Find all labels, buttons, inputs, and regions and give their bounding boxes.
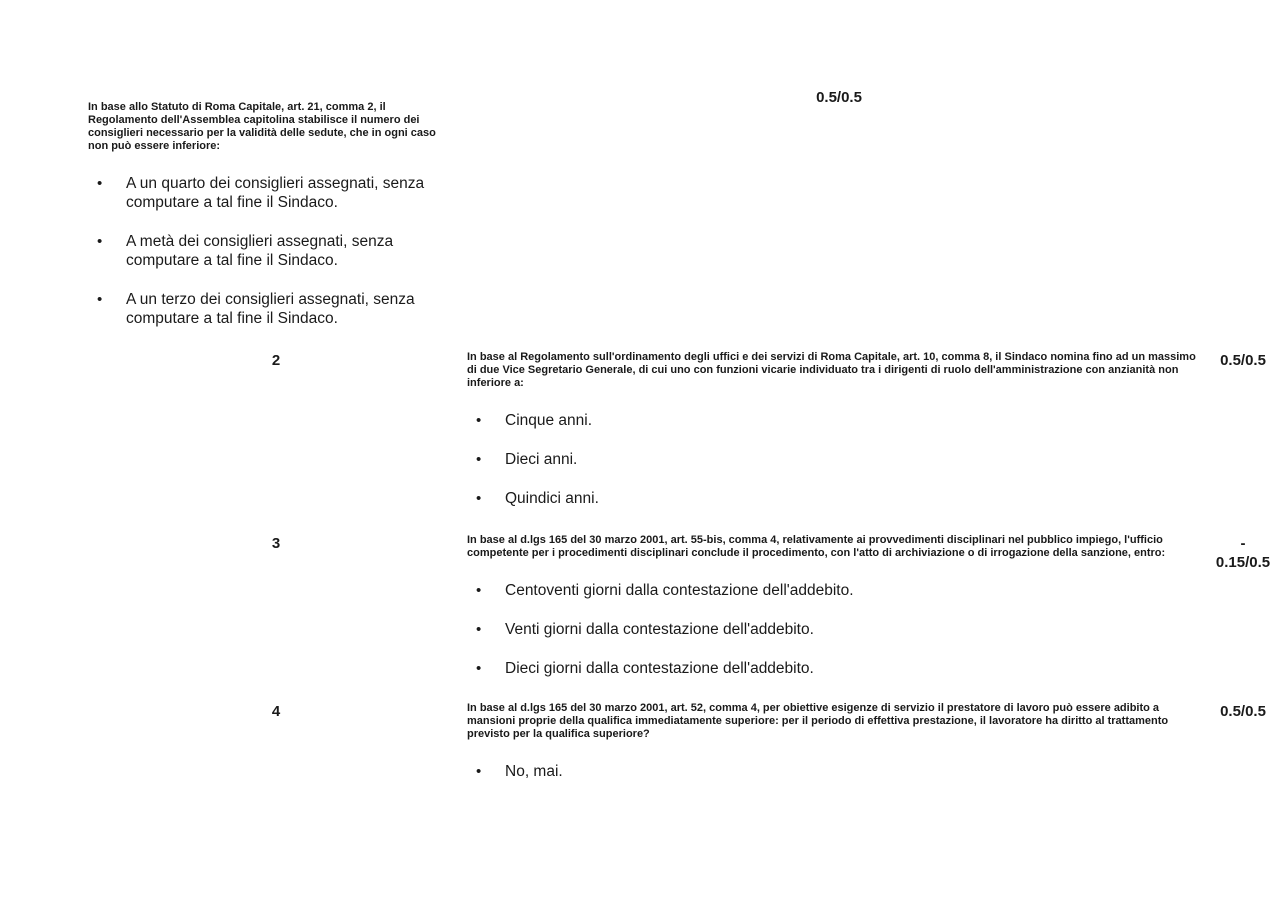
question-3-score-sign: - [1240,535,1246,552]
question-4-number: 4 [271,703,281,720]
bullet-icon: • [476,451,482,468]
answer-option-label: Quindici anni. [505,490,599,507]
answer-option-label: A un quarto dei consiglieri assegnati, senza computare a tal fine il Sindaco. [126,175,425,211]
answer-option[interactable] [88,290,456,328]
question-4-text: In base al d.lgs 165 del 30 marzo 2001, art. 52, comma 4, per obiettive esigenze di servizio il prestatore di lavoro può essere adibito a mansioni proprie della qualifica immediatamente superiore: per il periodo di effettiva prestazione, il lavoratore ha diritto al trattamento previsto per la qualifica superiore? [467,702,1169,740]
question-2-number: 2 [271,352,281,369]
bullet-icon: • [476,763,482,780]
bullet-icon: • [97,233,103,250]
answer-option-label: Centoventi giorni dalla contestazione dell'addebito. [505,582,854,599]
answer-option[interactable] [467,659,1197,678]
answer-option-label: Cinque anni. [505,412,593,429]
answer-option-label: A metà dei consiglieri assegnati, senza computare a tal fine il Sindaco. [126,233,394,269]
answer-option[interactable] [467,450,1197,469]
question-4-options [467,762,1197,781]
question-3-number: 3 [271,535,281,552]
question-3-text: In base al d.lgs 165 del 30 marzo 2001, art. 55-bis, comma 4, relativamente ai provvedimenti disciplinari nel pubblico impiego, l'ufficio competente per i procedimenti disciplinari conclude il procedimento, con l'atto di archiviazione o di irrogazione della sanzione, entro: [467,534,1166,559]
question-1-text: In base allo Statuto di Roma Capitale, art. 21, comma 2, il Regolamento dell'Assemblea capitolina stabilisce il numero dei consiglieri necessario per la validità delle sedute, che in ogni caso non può essere inferiore: [88,101,436,152]
bullet-icon: • [476,490,482,507]
bullet-icon: • [476,660,482,677]
question-3-score [1212,534,1274,572]
question-1-score: 0.5/0.5 [816,89,862,106]
question-1 [88,101,456,348]
answer-option[interactable] [467,620,1197,639]
answer-option-label: A un terzo dei consiglieri assegnati, senza computare a tal fine il Sindaco. [126,291,415,327]
bullet-icon: • [97,175,103,192]
question-4-score: 0.5/0.5 [1220,703,1266,720]
question-3-score-value: 0.15/0.5 [1215,554,1271,571]
question-4 [467,702,1197,801]
answer-option-label: No, mai. [505,763,563,780]
question-2 [467,351,1197,528]
question-2-options [467,411,1197,508]
bullet-icon: • [97,291,103,308]
bullet-icon: • [476,582,482,599]
answer-option-label: Venti giorni dalla contestazione dell'addebito. [505,621,814,638]
answer-option[interactable] [467,489,1197,508]
question-3-options [467,581,1197,678]
answer-option[interactable] [88,174,456,212]
answer-option-label: Dieci giorni dalla contestazione dell'addebito. [505,660,814,677]
question-2-text: In base al Regolamento sull'ordinamento degli uffici e dei servizi di Roma Capitale, art. 10, comma 8, il Sindaco nomina fino ad un massimo di due Vice Segretario Generale, di cui uno con funzioni vicarie individuato tra i dirigenti di ruolo dell'amministrazione con anzianità non inferiore a: [467,351,1196,389]
bullet-icon: • [476,621,482,638]
answer-option-label: Dieci anni. [505,451,578,468]
question-3 [467,534,1197,698]
question-2-score: 0.5/0.5 [1220,352,1266,369]
bullet-icon: • [476,412,482,429]
question-1-options [88,174,456,328]
answer-option[interactable] [467,581,1197,600]
answer-option[interactable] [88,232,456,270]
answer-option[interactable] [467,762,1197,781]
answer-option[interactable] [467,411,1197,430]
